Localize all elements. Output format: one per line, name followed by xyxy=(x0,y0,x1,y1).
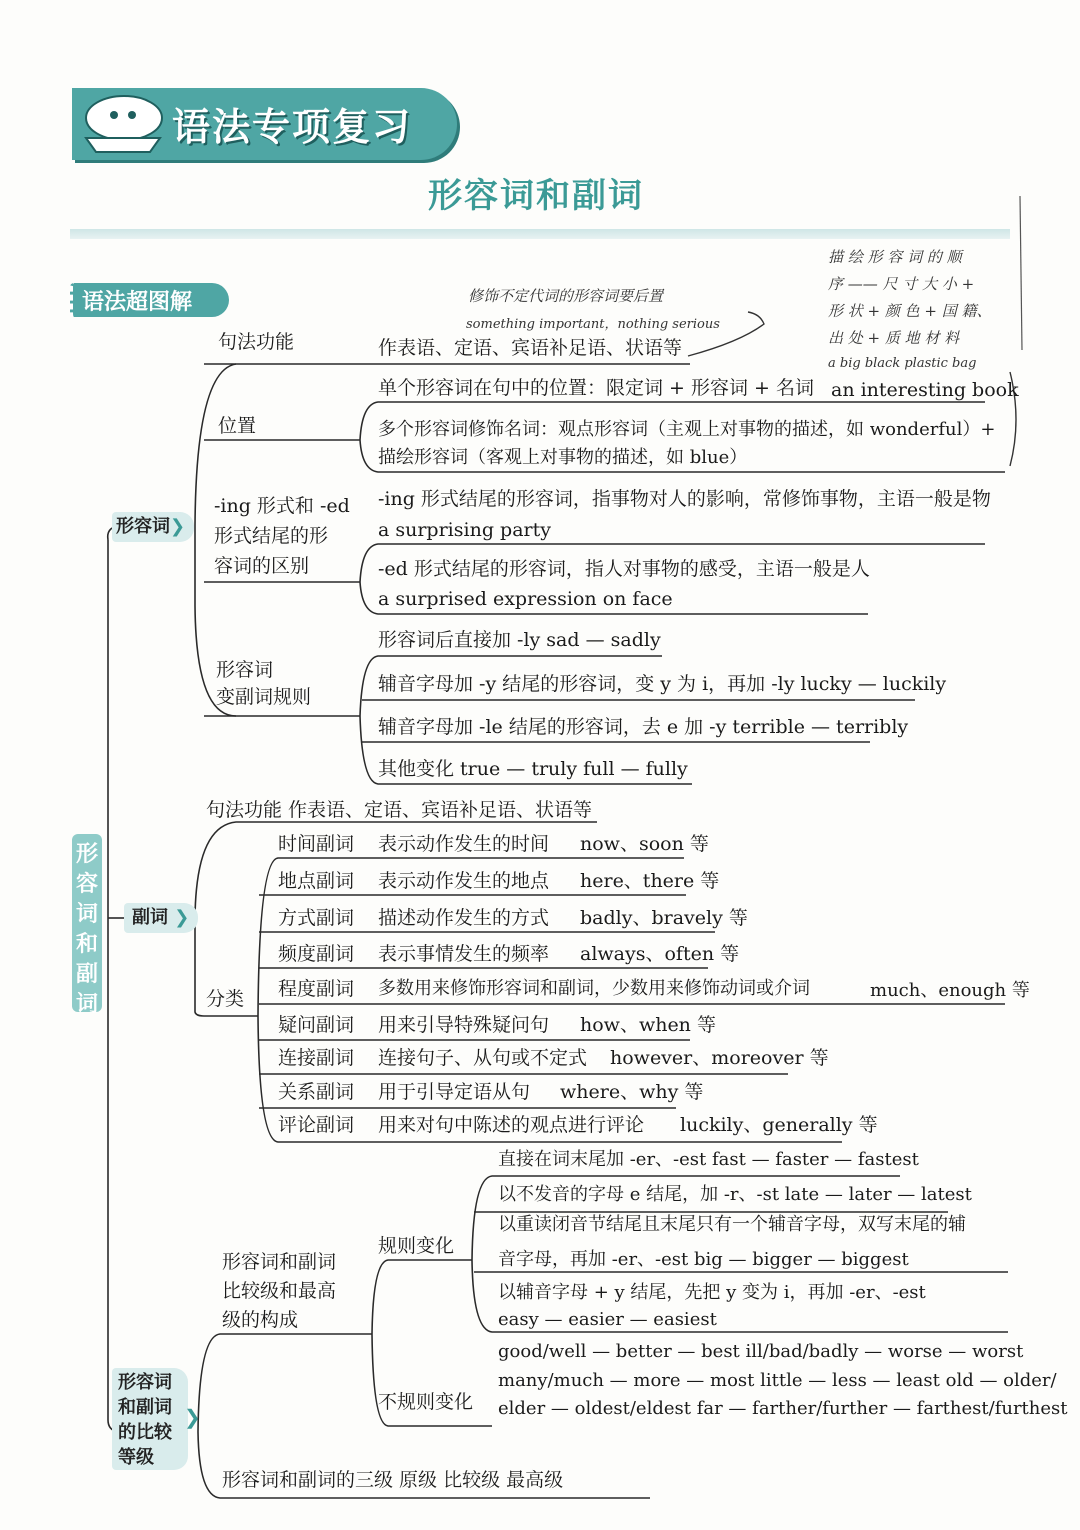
adv-type-example: badly、bravely 等 xyxy=(580,907,748,929)
adv-type-example: always、often 等 xyxy=(580,943,740,965)
adv-type-example: luckily、generally 等 xyxy=(680,1114,878,1136)
adj-ing-text: -ing 形式结尾的形容词，指事物对人的影响，常修饰事物，主语一般是物 xyxy=(378,488,991,510)
adj-inged-label-2: 形式结尾的形 xyxy=(214,525,329,547)
root-title xyxy=(72,834,102,1017)
adj-position-label: 位置 xyxy=(218,415,257,437)
adj-position-multi-1: 多个形容词修饰名词：观点形容词（主观上对事物的描述，如 wonderful）+ xyxy=(378,419,996,440)
adv-type-example: here、there 等 xyxy=(580,870,720,892)
adv-func: 句法功能 作表语、定语、宾语补足语、状语等 xyxy=(206,799,593,821)
adj-ed-example: a surprised expression on face xyxy=(378,588,673,610)
adv-type-desc: 表示动作发生的时间 xyxy=(378,833,550,855)
adv-type-name: 频度副词 xyxy=(278,943,355,965)
adv-type-desc: 用于引导定语从句 xyxy=(378,1081,531,1103)
adj-position-single-example: an interesting book xyxy=(831,379,1019,401)
adv-type-desc: 用来对句中陈述的观点进行评论 xyxy=(378,1114,645,1136)
tag-adverb-label: 副词 xyxy=(132,907,168,928)
adj-inged-label-3: 容词的区别 xyxy=(214,555,310,577)
comp-regular-3a: 以重读闭音节结尾且末尾只有一个辅音字母，双写末尾的辅 xyxy=(498,1214,966,1235)
adv-type-name: 方式副词 xyxy=(278,907,355,929)
adj-rule-1: 形容词后直接加 -ly sad — sadly xyxy=(378,629,661,651)
note-order-example: a big black plastic bag xyxy=(828,356,977,371)
note-order-line-4: 出 处 + 质 地 材 料 xyxy=(828,329,960,347)
adv-type-desc: 表示动作发生的地点 xyxy=(378,870,550,892)
tag-comparison-line-3: 的比较 xyxy=(118,1422,172,1443)
adv-type-example: however、moreover 等 xyxy=(610,1047,829,1069)
comp-irregular-1: good/well — better — best ill/bad/badly — worse — worst xyxy=(498,1341,1024,1362)
comp-regular-4b: easy — easier — easiest xyxy=(498,1309,717,1330)
adv-type-name: 程度副词 xyxy=(278,978,355,1000)
note-postposition-en: something important，nothing serious xyxy=(466,317,720,332)
tag-adverb xyxy=(124,903,198,933)
tag-adjective-label: 形容词 xyxy=(116,516,170,537)
adv-type-example: now、soon 等 xyxy=(580,833,709,855)
note-postposition-cn: 修饰不定代词的形容词要后置 xyxy=(468,287,664,305)
adv-type-desc: 用来引导特殊疑问句 xyxy=(378,1014,550,1036)
adv-type-name: 时间副词 xyxy=(278,833,355,855)
comp-regular-label: 规则变化 xyxy=(378,1235,455,1257)
adv-type-desc: 表示事情发生的频率 xyxy=(378,943,550,965)
adj-inged-label-1: -ing 形式和 -ed xyxy=(214,495,350,517)
comp-build-label-1: 形容词和副词 xyxy=(222,1251,337,1273)
adv-type-name: 疑问副词 xyxy=(278,1014,355,1036)
section-label: 语法超图解 xyxy=(82,290,193,315)
chevron-right-icon: ❯ xyxy=(184,1405,201,1429)
banner-title: 语法专项复习 xyxy=(172,105,413,149)
adj-position-multi-2: 描绘形容词（客观上对事物的描述，如 blue） xyxy=(378,447,748,468)
adv-type-name: 地点副词 xyxy=(278,870,355,892)
adj-ed-text: -ed 形式结尾的形容词，指人对事物的感受，主语一般是人 xyxy=(378,558,870,580)
comp-regular-3b: 音字母，再加 -er、-est big — bigger — biggest xyxy=(498,1249,909,1270)
adj-func-text: 作表语、定语、宾语补足语、状语等 xyxy=(378,337,683,359)
comp-regular-4a: 以辅音字母 + y 结尾，先把 y 变为 i，再加 -er、-est xyxy=(498,1282,926,1303)
comp-irregular-label: 不规则变化 xyxy=(378,1391,474,1413)
adv-type-name: 连接副词 xyxy=(278,1047,355,1069)
comp-regular-2: 以不发音的字母 e 结尾，加 -r、-st late — later — latest xyxy=(498,1184,972,1205)
adv-class-label: 分类 xyxy=(206,988,245,1010)
adv-type-desc: 描述动作发生的方式 xyxy=(378,907,550,929)
tag-comparison xyxy=(112,1368,188,1470)
adv-type-example: where、why 等 xyxy=(560,1081,704,1103)
adv-type-name: 关系副词 xyxy=(278,1081,355,1103)
adj-rule-2: 辅音字母加 -y 结尾的形容词，变 y 为 i，再加 -ly lucky — luckily xyxy=(378,673,947,695)
adv-type-desc: 多数用来修饰形容词和副词，少数用来修饰动词或介词 xyxy=(378,978,810,999)
adj-rule-label-2: 变副词规则 xyxy=(216,686,312,708)
comp-irregular-2: many/much — more — most little — less — least old — older/ xyxy=(498,1370,1057,1391)
comp-build-label-3: 级的构成 xyxy=(222,1309,299,1331)
adj-func-label: 句法功能 xyxy=(218,331,295,353)
adv-type-name: 评论副词 xyxy=(278,1114,355,1136)
comp-three-levels: 形容词和副词的三级 原级 比较级 最高级 xyxy=(222,1469,564,1491)
adj-position-single: 单个形容词在句中的位置：限定词 + 形容词 + 名词 xyxy=(378,377,814,399)
root-title-text: 形容词和副词 xyxy=(76,842,99,1017)
tag-adjective xyxy=(112,512,194,542)
tag-comparison-line-2: 和副词 xyxy=(118,1397,172,1418)
comp-irregular-3: elder — oldest/eldest far — farther/further — farthest/furthest xyxy=(498,1398,1068,1419)
page-title: 形容词和副词 xyxy=(428,176,644,216)
chevron-right-icon: ❯ xyxy=(168,907,190,928)
tag-comparison-line-1: 形容词 xyxy=(118,1372,172,1393)
comp-build-label-2: 比较级和最高 xyxy=(222,1280,337,1302)
note-order-line-1: 描 绘 形 容 词 的 顺 xyxy=(828,248,962,266)
adv-type-example: how、when 等 xyxy=(580,1014,716,1036)
adj-rule-3: 辅音字母加 -le 结尾的形容词，去 e 加 -y terrible — terribly xyxy=(378,716,909,738)
adj-rule-label-1: 形容词 xyxy=(216,659,274,681)
adv-type-desc: 连接句子、从句或不定式 xyxy=(378,1047,588,1069)
comp-regular-1: 直接在词末尾加 -er、-est fast — faster — fastest xyxy=(498,1149,919,1170)
adj-ing-example: a surprising party xyxy=(378,519,551,541)
adj-rule-4: 其他变化 true — truly full — fully xyxy=(378,758,688,780)
chevron-right-icon: ❯ xyxy=(170,516,186,537)
tag-comparison-line-4: 等级 xyxy=(118,1447,154,1468)
adv-type-example: much、enough 等 xyxy=(870,980,1030,1001)
note-order-line-2: 序 —— 尺 寸 大 小 + xyxy=(828,275,975,293)
note-order-line-3: 形 状 + 颜 色 + 国 籍、 xyxy=(828,302,992,320)
